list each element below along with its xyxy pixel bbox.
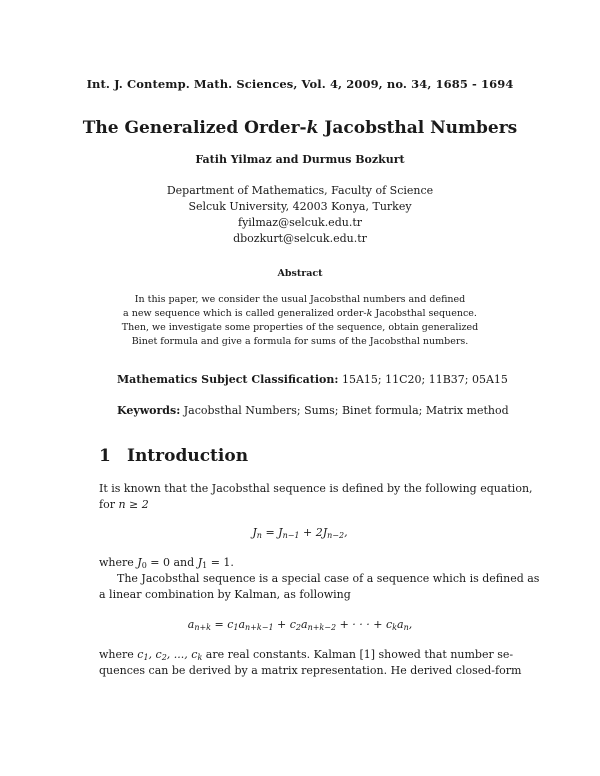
where-mid: = 0 and bbox=[146, 556, 198, 569]
where-line: where $J_0 = 0$ and $J_1 = 1$. bbox=[99, 556, 234, 570]
subject-classification bbox=[117, 373, 508, 386]
eq2-lhs: a bbox=[187, 618, 195, 631]
journal-header: Int. J. Contemp. Math. Sciences, Vol. 4, 2009, no. 34, 1685 - 1694 bbox=[86, 77, 514, 91]
keywords-value: Jacobsthal Numbers; Sums; Binet formula; Matrix method bbox=[180, 404, 509, 417]
abstract-line-2-post: Jacobsthal sequence. bbox=[372, 308, 477, 319]
equation-jacobsthal: $J_n = J_{n-1} + 2J_{n-2}$, bbox=[252, 526, 348, 540]
p3-post: are real constants. Kalman [1] showed that number se- bbox=[202, 648, 514, 661]
intro-line-1: It is known that the Jacobsthal sequence is defined by the following equation, bbox=[99, 482, 533, 495]
title-part-2: Jacobsthal Numbers bbox=[318, 118, 518, 138]
equation-kalman: $a_{n+k} = c_1a_{n+k-1} + c_2a_{n+k-2}$ + · · · + $c_ka_n$, bbox=[187, 618, 413, 632]
abstract-line-2-k: k bbox=[366, 308, 373, 319]
abstract-line-2-pre: a new sequence which is called generalized order- bbox=[123, 308, 367, 319]
where-pre: where bbox=[99, 556, 138, 569]
intro-line-2 bbox=[99, 498, 149, 511]
affiliation-line-2: Selcuk University, 42003 Konya, Turkey bbox=[188, 200, 412, 213]
where-end: = 1. bbox=[207, 556, 234, 569]
authors: Fatih Yilmaz and Durmus Bozkurt bbox=[195, 153, 405, 166]
paper-title bbox=[0, 118, 600, 138]
msc-value: 15A15; 11C20; 11B37; 05A15 bbox=[338, 373, 508, 386]
intro-para-2-line-1: The Jacobsthal sequence is a special case of a sequence which is defined as bbox=[117, 572, 540, 585]
eq1-lhs: J bbox=[252, 526, 257, 539]
where-j0: J bbox=[137, 556, 142, 569]
abstract-line-1: In this paper, we consider the usual Jacobsthal numbers and defined bbox=[134, 294, 466, 305]
abstract-line-2 bbox=[0, 308, 600, 319]
eq1-plus: + 2J bbox=[299, 526, 328, 539]
keywords-label: Keywords: bbox=[117, 404, 181, 417]
where-j1: J bbox=[197, 556, 203, 569]
intro-line-2-math: n ≥ 2 bbox=[118, 498, 149, 511]
title-k: k bbox=[306, 118, 319, 138]
abstract-line-3: Then, we investigate some properties of the sequence, obtain generalized bbox=[121, 322, 479, 333]
author-email-2: dbozkurt@selcuk.edu.tr bbox=[233, 232, 367, 245]
intro-line-2-pre: for bbox=[99, 498, 119, 511]
author-email-1: fyilmaz@selcuk.edu.tr bbox=[238, 216, 362, 229]
intro-para-2-line-2: a linear combination by Kalman, as following bbox=[99, 588, 351, 601]
abstract-heading: Abstract bbox=[277, 268, 323, 279]
keywords bbox=[117, 404, 509, 417]
affiliation-line-1: Department of Mathematics, Faculty of Science bbox=[166, 184, 434, 197]
section-number: 1 bbox=[99, 446, 111, 466]
msc-label: Mathematics Subject Classification: bbox=[117, 373, 339, 386]
p3-pre: where bbox=[99, 648, 138, 661]
section-title: Introduction bbox=[127, 446, 249, 466]
eq1-end: , bbox=[344, 526, 348, 539]
eq1-eq: = J bbox=[261, 526, 283, 539]
intro-para-3-line-2: quences can be derived by a matrix representation. He derived closed-form bbox=[99, 664, 522, 677]
title-part-1: The Generalized Order- bbox=[82, 118, 307, 138]
intro-para-3-line-1: where $c_1$, $c_2$, ..., $c_k$ are real constants. Kalman [1] showed that number se- bbox=[99, 648, 514, 662]
abstract-line-4: Binet formula and give a formula for sums of the Jacobsthal numbers. bbox=[131, 336, 469, 347]
